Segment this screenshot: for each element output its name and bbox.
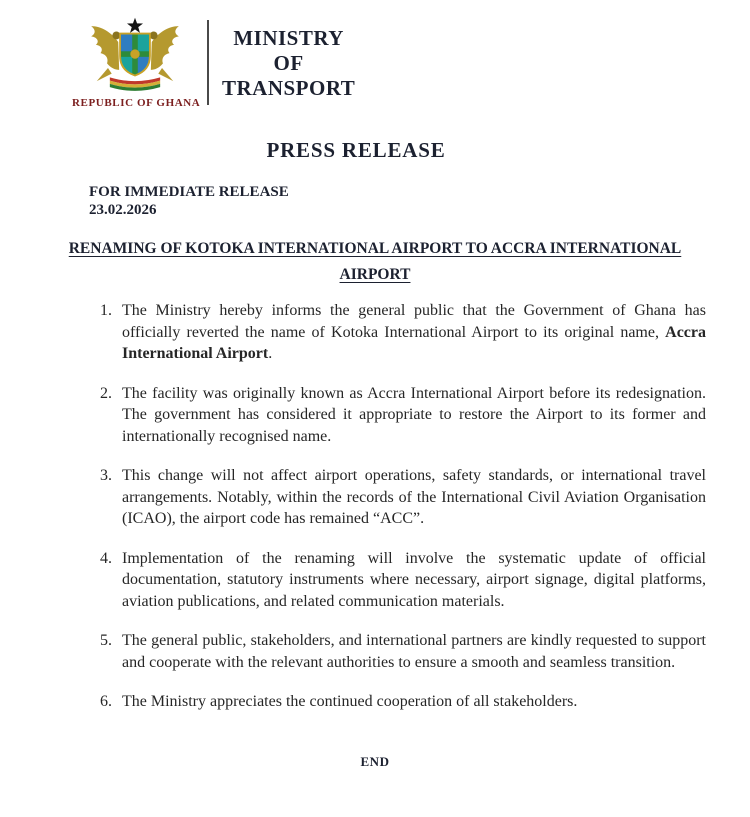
end-marker: END bbox=[360, 754, 390, 769]
item-number: 2. bbox=[100, 384, 112, 402]
ghana-coat-of-arms-icon bbox=[74, 14, 196, 96]
item-text: The facility was originally known as Accra International Airport before its redesignation. The government has considered it appropriate to restore the Airport to its former and internationally recognised name. bbox=[122, 384, 706, 445]
ministry-line: MINISTRY bbox=[233, 26, 344, 50]
shield-icon bbox=[120, 34, 150, 76]
list-item bbox=[100, 630, 706, 673]
list-item bbox=[100, 300, 706, 365]
item-number: 1. bbox=[100, 302, 112, 319]
eagle-head bbox=[112, 32, 120, 40]
item-text: The Ministry hereby informs the general public that the Government of Ghana has officially reverted the name of Kotoka International Airport to its original name, Accra International Airport. bbox=[122, 302, 706, 362]
release-date: 23.02.2026 bbox=[89, 202, 157, 218]
list-item bbox=[100, 548, 706, 613]
item-number: 6. bbox=[100, 693, 112, 710]
list-item bbox=[100, 691, 706, 713]
release-info bbox=[89, 183, 289, 219]
release-type: FOR IMMEDIATE RELEASE bbox=[89, 184, 289, 200]
item-text: The general public, stakeholders, and international partners are kindly requested to support and cooperate with the relevant authorities to ensure a smooth and seamless transition. bbox=[122, 632, 706, 671]
ministry-line: OF bbox=[273, 51, 304, 75]
item-number: 5. bbox=[100, 632, 112, 649]
eagle-tail bbox=[97, 68, 112, 81]
ministry-name bbox=[222, 22, 355, 101]
black-star-icon bbox=[127, 18, 143, 33]
item-text: Implementation of the renaming will involve the systematic update of official documentation, statutory instruments where necessary, airport signage, digital platforms, aviation publications, and related communication materials. bbox=[122, 549, 706, 610]
masthead bbox=[72, 14, 355, 109]
ribbon-icon bbox=[110, 77, 160, 91]
item-number: 3. bbox=[100, 467, 112, 484]
list-item bbox=[100, 383, 706, 448]
item-text: This change will not affect airport operations, safety standards, or international travel arrangements. Notably, within the records of the International Civil Aviation Organisation (ICAO), the airport code has remained “ACC”. bbox=[122, 467, 706, 527]
item-text: The Ministry appreciates the continued cooperation of all stakeholders. bbox=[122, 693, 578, 710]
coat-of-arms-block bbox=[72, 14, 201, 109]
logo-caption: REPUBLIC OF GHANA bbox=[72, 97, 201, 109]
body-list bbox=[100, 300, 706, 731]
subject-heading bbox=[55, 236, 695, 288]
subject-line-2: AIRPORT bbox=[339, 266, 411, 283]
ministry-line: TRANSPORT bbox=[222, 76, 356, 100]
item-number: 4. bbox=[100, 549, 112, 567]
header-divider bbox=[207, 20, 209, 105]
list-item bbox=[100, 465, 706, 530]
subject-line-1: RENAMING OF KOTOKA INTERNATIONAL AIRPORT TO ACCRA INTERNATIONAL bbox=[68, 240, 682, 257]
press-release-title: PRESS RELEASE bbox=[266, 138, 446, 162]
